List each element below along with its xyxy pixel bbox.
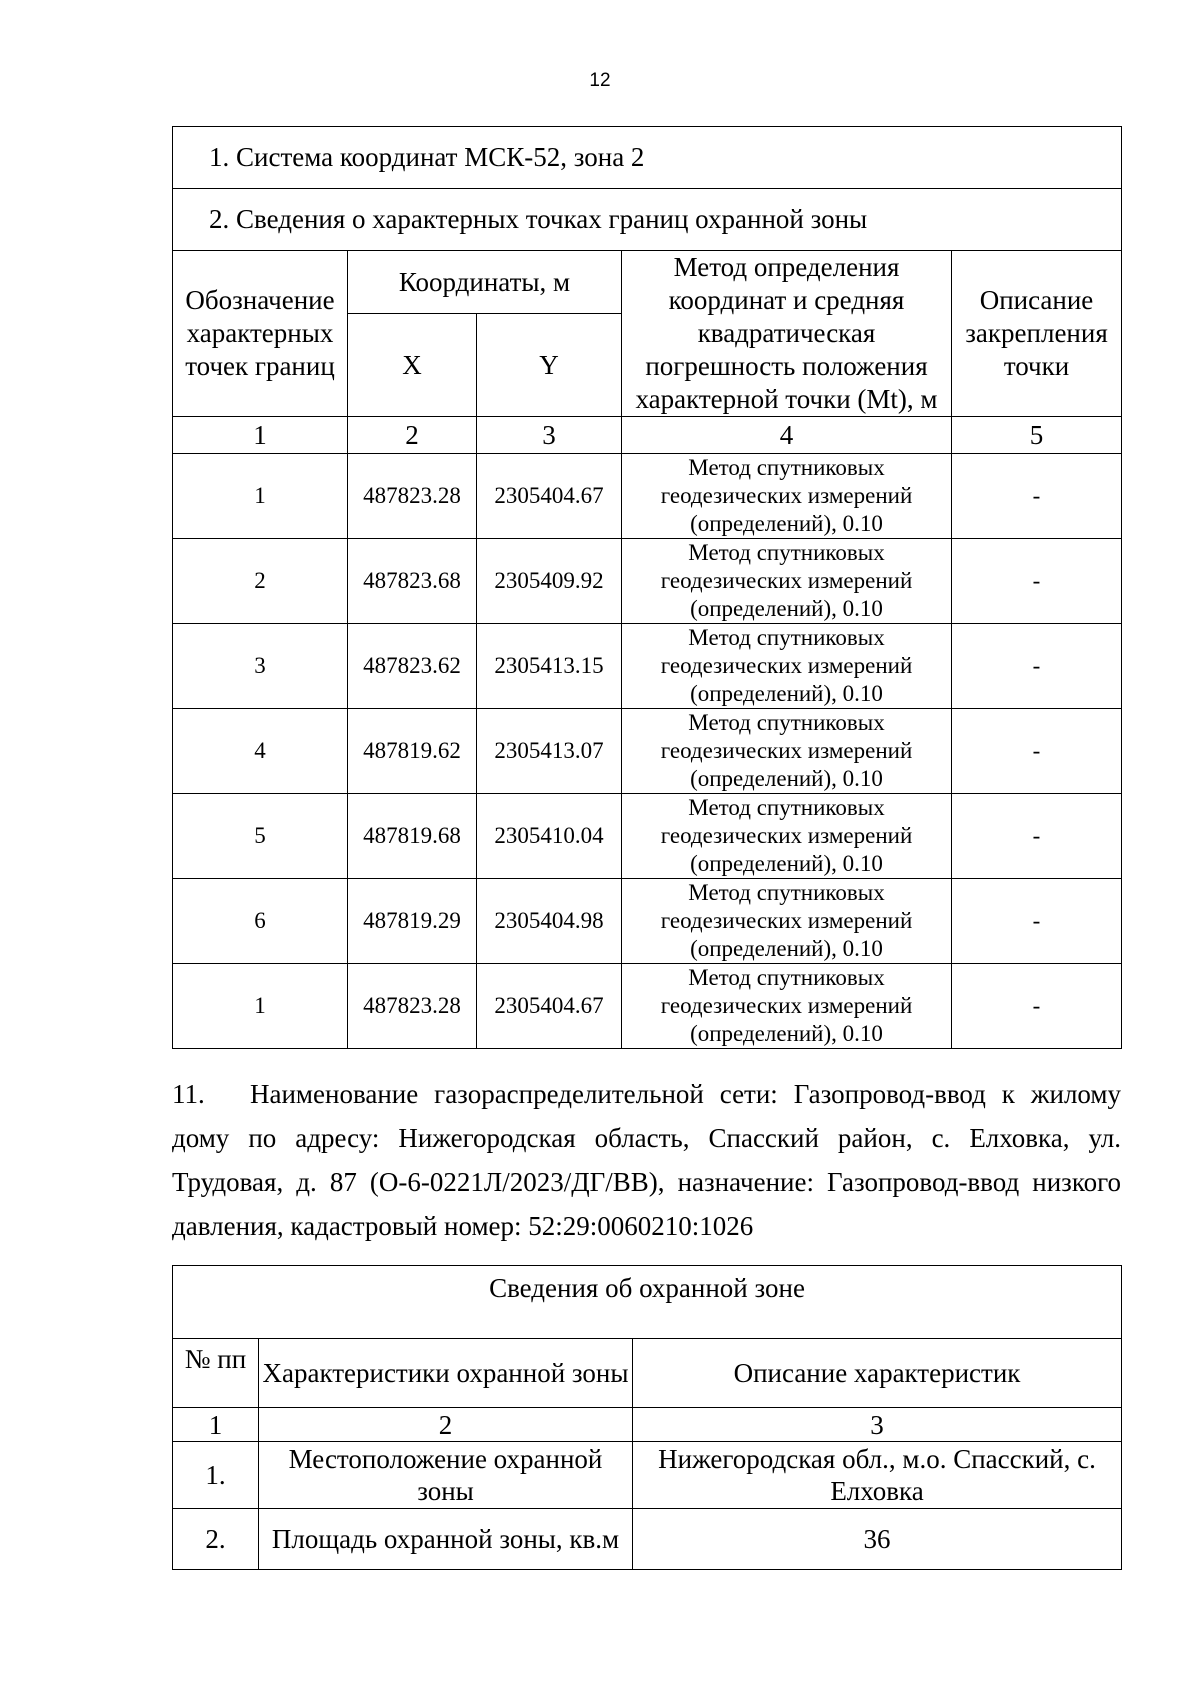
zone-table-title: Сведения об охранной зоне (173, 1266, 1122, 1339)
table-row (173, 539, 1122, 624)
gas-network-paragraph (172, 1072, 1121, 1248)
method-cell: Метод спутниковых геодезических измерений (определений), 0.10 (622, 624, 952, 709)
protection-zone-table (172, 1265, 1122, 1570)
method-cell: Метод спутниковых геодезических измерений (определений), 0.10 (622, 454, 952, 539)
header-designation: Обозначение характерных точек границ (173, 251, 348, 417)
x-coordinate: 487823.28 (348, 454, 477, 539)
page-number: 12 (589, 70, 611, 91)
y-coordinate: 2305409.92 (477, 539, 622, 624)
y-coordinate: 2305404.67 (477, 964, 622, 1049)
fixing-description: - (952, 794, 1122, 879)
method-cell: Метод спутниковых геодезических измерений (определений), 0.10 (622, 539, 952, 624)
paragraph-number: 11. (172, 1079, 205, 1109)
column-number: 3 (477, 417, 622, 454)
header-characteristics: Характеристики охранной зоны (259, 1339, 633, 1408)
column-number: 2 (348, 417, 477, 454)
boundary-points-table (172, 126, 1122, 1049)
y-coordinate: 2305413.15 (477, 624, 622, 709)
header-characteristics-description: Описание характеристик (633, 1339, 1122, 1408)
row-number: 1. (173, 1442, 259, 1509)
fixing-description: - (952, 454, 1122, 539)
characteristic-name: Местоположение охранной зоны (259, 1442, 633, 1509)
header-method: Метод определения координат и средняя квадратическая погрешность положения характерной точки (Mt), м (622, 251, 952, 417)
table-row (173, 624, 1122, 709)
coordinate-system-label: 1. Система координат МСК-52, зона 2 (173, 127, 1122, 189)
characteristic-value: Нижегородская обл., м.о. Спасский, с. Елховка (633, 1442, 1122, 1509)
column-number: 2 (259, 1408, 633, 1442)
y-coordinate: 2305410.04 (477, 794, 622, 879)
fixing-description: - (952, 879, 1122, 964)
x-coordinate: 487819.29 (348, 879, 477, 964)
x-coordinate: 487823.62 (348, 624, 477, 709)
header-number: № пп (173, 1339, 259, 1408)
column-number: 3 (633, 1408, 1122, 1442)
table-row (173, 794, 1122, 879)
column-number: 5 (952, 417, 1122, 454)
table-row (173, 1442, 1122, 1509)
table-row (173, 964, 1122, 1049)
fixing-description: - (952, 624, 1122, 709)
column-number: 1 (173, 1408, 259, 1442)
table-row (173, 879, 1122, 964)
y-coordinate: 2305404.67 (477, 454, 622, 539)
characteristic-name: Площадь охранной зоны, кв.м (259, 1509, 633, 1570)
x-coordinate: 487819.68 (348, 794, 477, 879)
paragraph-text: Наименование газораспределительной сети: Газопровод-ввод к жилому дому по адресу: Нижегородская область, Спасский район, с. Елховка, ул. Трудовая, д. 87 (О-6-0221Л/2023/ДГ/ВВ), назначение: Газопровод-ввод низкого давления, кадастровый номер: 52:29:0060210:1026 (172, 1079, 1121, 1241)
header-y: Y (477, 314, 622, 417)
table-row (173, 709, 1122, 794)
row-number: 2. (173, 1509, 259, 1570)
y-coordinate: 2305404.98 (477, 879, 622, 964)
method-cell: Метод спутниковых геодезических измерений (определений), 0.10 (622, 879, 952, 964)
point-number: 1 (173, 454, 348, 539)
header-coordinates: Координаты, м (348, 251, 622, 314)
point-number: 3 (173, 624, 348, 709)
point-number: 6 (173, 879, 348, 964)
table-row (173, 454, 1122, 539)
method-cell: Метод спутниковых геодезических измерений (определений), 0.10 (622, 964, 952, 1049)
point-number: 4 (173, 709, 348, 794)
x-coordinate: 487819.62 (348, 709, 477, 794)
x-coordinate: 487823.28 (348, 964, 477, 1049)
column-number: 1 (173, 417, 348, 454)
points-section-title: 2. Сведения о характерных точках границ охранной зоны (173, 189, 1122, 251)
column-number: 4 (622, 417, 952, 454)
point-number: 2 (173, 539, 348, 624)
header-x: X (348, 314, 477, 417)
characteristic-value: 36 (633, 1509, 1122, 1570)
y-coordinate: 2305413.07 (477, 709, 622, 794)
point-number: 5 (173, 794, 348, 879)
method-cell: Метод спутниковых геодезических измерений (определений), 0.10 (622, 794, 952, 879)
point-number: 1 (173, 964, 348, 1049)
fixing-description: - (952, 709, 1122, 794)
fixing-description: - (952, 964, 1122, 1049)
x-coordinate: 487823.68 (348, 539, 477, 624)
table-row (173, 1509, 1122, 1570)
header-description: Описание закрепления точки (952, 251, 1122, 417)
fixing-description: - (952, 539, 1122, 624)
method-cell: Метод спутниковых геодезических измерений (определений), 0.10 (622, 709, 952, 794)
